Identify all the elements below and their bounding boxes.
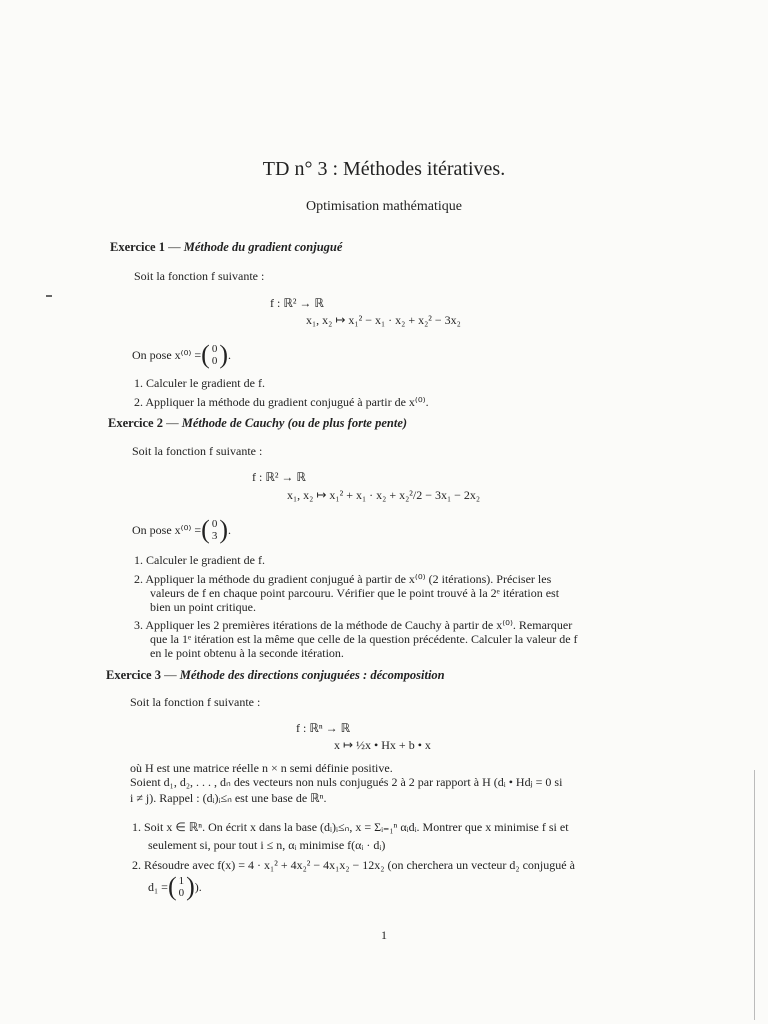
exercise-1-question-1: 1. Calculer le gradient de f. xyxy=(134,376,265,390)
vector-entry: 0 xyxy=(178,887,185,899)
vector-entry: 1 xyxy=(178,875,185,887)
exercise-2-heading xyxy=(108,416,407,431)
left-paren: ( xyxy=(201,340,210,369)
exercise-3-label: Exercice 3 xyxy=(106,668,161,682)
exercise-2-question-2-line-3: bien un point critique. xyxy=(150,600,256,614)
exercise-2-question-3-line-3: en le point obtenu à la seconde itération. xyxy=(150,646,344,660)
page-subtitle: Optimisation mathématique xyxy=(306,199,462,214)
exercise-3-map-bottom: x ↦ ½x • Hx + b • x xyxy=(334,738,431,752)
exercise-2-question-3-line-2: que la 1ᵉ itération est la même que celle de la question précédente. Calculer la valeur de f xyxy=(150,632,578,646)
vector-entry: 3 xyxy=(211,530,218,542)
exercise-2-question-2-line-1: 2. Appliquer la méthode du gradient conjugué à partir de x⁽⁰⁾ (2 itérations). Préciser les xyxy=(134,572,552,586)
exercise-3-d1-suffix: ). xyxy=(194,879,202,894)
exercise-1-map-bottom: x₁, x₂ ↦ x₁² − x₁ · x₂ + x₂² − 3x₂ xyxy=(306,313,461,327)
exercise-3-d1-prefix: d₁ = xyxy=(148,879,168,894)
exercise-3-question-2-line-1: 2. Résoudre avec f(x) = 4 · x₁² + 4x₂² − 4x₁x₂ − 12x₂ (on cherchera un vecteur d₂ conjugué à xyxy=(132,858,575,872)
right-paren: ) xyxy=(219,340,228,369)
left-paren: ( xyxy=(167,872,177,901)
exercise-3-heading xyxy=(106,668,445,683)
exercise-1-vector xyxy=(212,343,218,367)
exercise-3-dash: — xyxy=(160,668,180,682)
exercise-2-pose-prefix: On pose x⁽⁰⁾ = xyxy=(132,522,202,537)
exercise-3-intro: Soit la fonction f suivante : xyxy=(130,695,261,709)
left-paren: ( xyxy=(201,515,210,544)
vector-entry: 0 xyxy=(211,355,218,367)
right-paren: ) xyxy=(186,872,195,901)
exercise-1-question-2: 2. Appliquer la méthode du gradient conjugué à partir de x⁽⁰⁾. xyxy=(134,395,429,409)
exercise-2-map-bottom: x₁, x₂ ↦ x₁² + x₁ · x₂ + x₂²/2 − 3x₁ − 2x₂ xyxy=(287,488,481,502)
exercise-3-question-1-line-1: 1. Soit x ∈ ℝⁿ. On écrit x dans la base (dᵢ)ᵢ≤ₙ, x = Σᵢ₌₁ⁿ αᵢdᵢ. Montrer que x minimise f si et xyxy=(132,820,569,834)
exercise-1-label: Exercice 1 xyxy=(110,240,165,254)
exercise-1-heading xyxy=(110,240,342,255)
exercise-2-question-3-line-1: 3. Appliquer les 2 premières itérations de la méthode de Cauchy à partir de x⁽⁰⁾. Remarquer xyxy=(134,618,573,632)
page-number: 1 xyxy=(381,928,387,942)
page-title: TD n° 3 : Méthodes itératives. xyxy=(262,158,506,180)
exercise-3-paragraph-2-line-2: i ≠ j). Rappel : (dᵢ)ᵢ≤ₙ est une base de ℝⁿ. xyxy=(130,791,327,805)
exercise-2-intro: Soit la fonction f suivante : xyxy=(132,444,263,458)
exercise-1-pose-prefix: On pose x⁽⁰⁾ = xyxy=(132,347,202,362)
exercise-2-initial-point: On pose x⁽⁰⁾ = ( 0 3 ) . xyxy=(132,515,231,544)
exercise-2-dash: — xyxy=(162,416,182,430)
vector-entry: 0 xyxy=(211,343,218,355)
exercise-1-intro: Soit la fonction f suivante : xyxy=(134,269,265,283)
exercise-1-name: Méthode du gradient conjugué xyxy=(183,240,343,254)
exercise-2-label: Exercice 2 xyxy=(108,416,163,430)
exercise-3-question-1-line-2: seulement si, pour tout i ≤ n, αᵢ minimise f(αᵢ · dᵢ) xyxy=(148,838,386,852)
exercise-2-question-2-line-2: valeurs de f en chaque point parcouru. Vérifier que le point trouvé à la 2ᵉ itération est xyxy=(150,586,560,600)
scan-mark xyxy=(46,295,52,297)
right-paren: ) xyxy=(219,515,228,544)
exercise-2-question-1: 1. Calculer le gradient de f. xyxy=(134,553,265,567)
vector-entry: 0 xyxy=(211,518,218,530)
exercise-2-vector xyxy=(212,518,218,542)
exercise-2-name: Méthode de Cauchy (ou de plus forte pente) xyxy=(181,416,408,430)
exercise-3-paragraph-2-line-1: Soient d₁, d₂, . . . , dₙ des vecteurs non nuls conjugués 2 à 2 par rapport à H (dᵢ • Hdⱼ = 0 si xyxy=(130,775,563,789)
exercise-1-dash: — xyxy=(164,240,184,254)
exercise-1-initial-point: On pose x⁽⁰⁾ = ( 0 0 ) . xyxy=(132,340,231,369)
exercise-3-paragraph-1: où H est une matrice réelle n × n semi définie positive. xyxy=(130,761,393,775)
scan-edge-line xyxy=(754,770,755,1020)
exercise-3-question-2-line-2 xyxy=(148,872,202,902)
exercise-3-map-top: f : ℝⁿ → ℝ xyxy=(296,721,351,735)
exercise-3-name: Méthode des directions conjuguées : décomposition xyxy=(179,668,445,682)
exercise-3-d1-vector xyxy=(179,875,185,899)
exercise-2-map-top: f : ℝ² → ℝ xyxy=(252,470,306,484)
exercise-1-map-top: f : ℝ² → ℝ xyxy=(270,296,324,310)
